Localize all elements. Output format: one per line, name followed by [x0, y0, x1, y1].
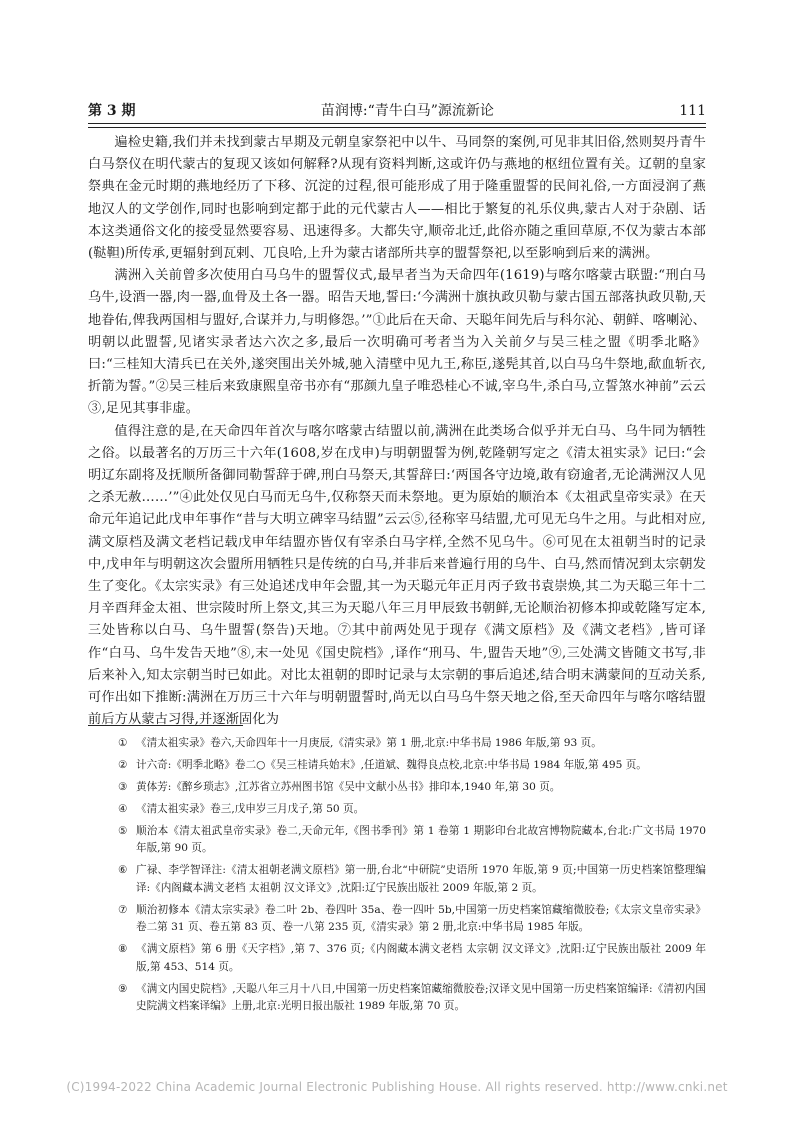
footnote-text: 顺治初修本《清太宗实录》卷二叶 2b、卷四叶 35a、卷一四叶 5b,中国第一历史档案馆藏缩微胶卷;《太宗文皇帝实录》卷二第 31 页、卷五第 83 页、卷一八第 235 页,《清实录》第 2 册,北京:中华书局 1985 年版。: [136, 903, 706, 934]
footnote-text: 《满文原档》第 6 册《天字档》,第 7、376 页;《内阁藏本满文老档 太宗朝 汉文译文》,沈阳:辽宁民族出版社 2009 年版,第 453、514 页。: [136, 943, 706, 973]
paragraph: 满洲入关前曾多次使用白马乌牛的盟誓仪式,最早者当为天命四年(1619)与喀尔喀蒙古联盟:“刑白马乌牛,设酒一器,肉一器,血骨及土各一器。昭告天地,誓曰:‘今满洲十旗执政贝勒与蒙古国五部落执政贝勒,天地眷佑,俾我两国相与盟好,合谋并力,与明修怨。’”①此后在天命、天聪年间先后与科尔沁、朝鲜、喀喇沁、明朝以此盟誓,见诸实录者达六次之多,最后一次明确可考者当为入关前夕与吴三桂之盟《明季北略》曰:“三桂知大清兵已在关外,遂突围出关外城,驰入清壁中见九王,称臣,遂髡其首,以白马乌牛祭地,歃血斩衣,折箭为誓。”②吴三桂后来致康熙皇帝书亦有“那颜九皇子唯恐桂心不诚,宰乌牛,杀白马,立誓煞水神前”云云③,足见其事非虚。: [88, 268, 706, 417]
copyright-footer: (C)1994-2022 China Academic Journal Electronic Publishing House. All rights reserved. http://www.cnki.net: [66, 1080, 728, 1094]
running-header: [88, 100, 706, 122]
paragraph: 遍检史籍,我们并未找到蒙古早期及元朝皇家祭祀中以牛、马同祭的案例,可见非其旧俗,然则契丹青牛白马祭仪在明代蒙古的复现又该如何解释?从现有资料判断,这或许仍与燕地的枢纽位置有关。辽朝的皇家祭典在金元时期的燕地经历了下移、沉淀的过程,很可能形成了用于隆重盟誓的民间礼俗,一方面浸润了燕地汉人的文学创作,同时也影响到定都于此的元代蒙古人——相比于繁复的礼乐仪典,蒙古人对于杂剧、话本这类通俗文化的接受显然要容易、迅速得多。大都失守,顺帝北迁,此俗亦随之重回草原,不仅为蒙古本部(鞑靼)所传承,更辐射到瓦剌、兀良哈,上升为蒙古诸部所共享的盟誓祭祀,以至影响到后来的满洲。: [88, 135, 706, 262]
footnote-text: 《满文内国史院档》,天聪八年三月十八日,中国第一历史档案馆藏缩微胶卷;汉译文见中国第一历史档案馆编译:《清初内国史院满文档案译编》上册,北京:光明日报出版社 1989 年版,第 70 页。: [136, 982, 706, 1013]
footnote: [88, 757, 706, 774]
footnote: [88, 823, 706, 858]
article-body: [88, 132, 706, 731]
footnote: [88, 779, 706, 796]
running-title: 苗润博:“青牛白马”源流新论: [320, 103, 494, 119]
footnote: [88, 902, 706, 937]
issue-label: 第 3 期: [88, 103, 136, 119]
header-rule: [88, 123, 706, 128]
footnote-text: 计六奇:《明季北略》卷二○《吴三桂请兵始末》,任道斌、魏得良点校,北京:中华书局 1984 年版,第 495 页。: [136, 759, 647, 771]
page-number: 111: [679, 103, 706, 119]
paragraph: 值得注意的是,在天命四年首次与喀尔喀蒙古结盟以前,满洲在此类场合似乎并无白马、乌牛同为牺牲之俗。以最著名的万历三十六年(1608,岁在戊申)与明朝盟誓为例,乾隆朝写定之《清太祖实录》记曰:“会明辽东副将及抚顺所备御同勒誓辞于碑,刑白马祭天,其誓辞曰:‘两国各守边境,敢有窃逾者,无论满洲汉人见之杀无赦……’”④此处仅见白马而无乌牛,仅称祭天而未祭地。更为原始的顺治本《太祖武皇帝实录》在天命元年追记此戊申年事作“昔与大明立碑宰马结盟”云云⑤,径称宰马结盟,尤可见无乌牛之用。与此相对应,满文原档及满文老档记载戊申年结盟亦皆仅有宰杀白马字样,全然不见乌牛。⑥可见在太祖朝当时的记录中,戊申年与明朝这次会盟所用牺牲只是传统的白马,并非后来普遍行用的乌牛、白马,然而情况到太宗朝发生了变化。《太宗实录》有三处追述戊申年会盟,其一为天聪元年正月丙子致书袁崇焕,其二为天聪三年十二月辛酉拜金太祖、世宗陵时所上祭文,其三为天聪八年三月甲辰致书朝鲜,无论顺治初修本抑或乾隆写定本,三处皆称以白马、乌牛盟誓(祭告)天地。⑦其中前两处见于现存《满文原档》及《满文老档》,皆可译作“白马、乌牛发告天地”⑧,末一处见《国史院档》,译作“刑马、牛,盟告天地”⑨,三处满文皆随文书写,非后来补入,知太宗朝当时已如此。对比太祖朝的即时记录与太宗朝的事后追述,结合明末满蒙间的互动关系,可作出如下推断:满洲在万历三十六年与明朝盟誓时,尚无以白马乌牛祭天地之俗,至天命四年与喀尔喀结盟前后方从蒙古习得,并逐渐固化为: [88, 423, 706, 728]
footnote-mark: ④: [118, 803, 128, 815]
footnote-text: 广禄、李学智译注:《清太祖朝老满文原档》第一册,台北“中研院”史语所 1970 年版,第 9 页;中国第一历史档案馆整理编译:《内阁藏本满文老档 太祖朝 汉文译文》,沈阳:辽宁民族出版社 2009 年版,第 2 页。: [136, 864, 706, 894]
footnote: [88, 735, 706, 752]
footnote-mark: ⑨: [118, 982, 128, 995]
footnote: [88, 862, 706, 897]
footnote: [88, 801, 706, 818]
footnote-rule: [88, 725, 243, 726]
footnote-mark: ②: [118, 759, 128, 771]
footnote-text: 黄体芳:《醉乡琐志》,江苏省立苏州图书馆《吴中文献小丛书》排印本,1940 年,第 30 页。: [136, 781, 561, 793]
footnote-text: 《清太祖实录》卷三,戊申岁三月戊子,第 50 页。: [136, 803, 365, 815]
footnote-mark: ③: [118, 781, 128, 793]
footnote: [88, 941, 706, 976]
footnote-mark: ⑧: [118, 943, 128, 956]
footnote-mark: ⑥: [118, 864, 128, 877]
footnote-text: 顺治本《清太祖武皇帝实录》卷二,天命元年,《图书季刊》第 1 卷第 1 期影印台北故宫博物院藏本,台北:广文书局 1970 年版,第 90 页。: [136, 825, 706, 855]
footnote-mark: ⑤: [118, 825, 128, 837]
footnote-text: 《清太祖实录》卷六,天命四年十一月庚辰,《清实录》第 1 册,北京:中华书局 1986 年版,第 93 页。: [136, 737, 602, 749]
footnote-mark: ⑦: [118, 903, 128, 916]
footnote: [88, 981, 706, 1016]
footnote-mark: ①: [118, 737, 128, 749]
footnotes: [88, 735, 706, 1020]
